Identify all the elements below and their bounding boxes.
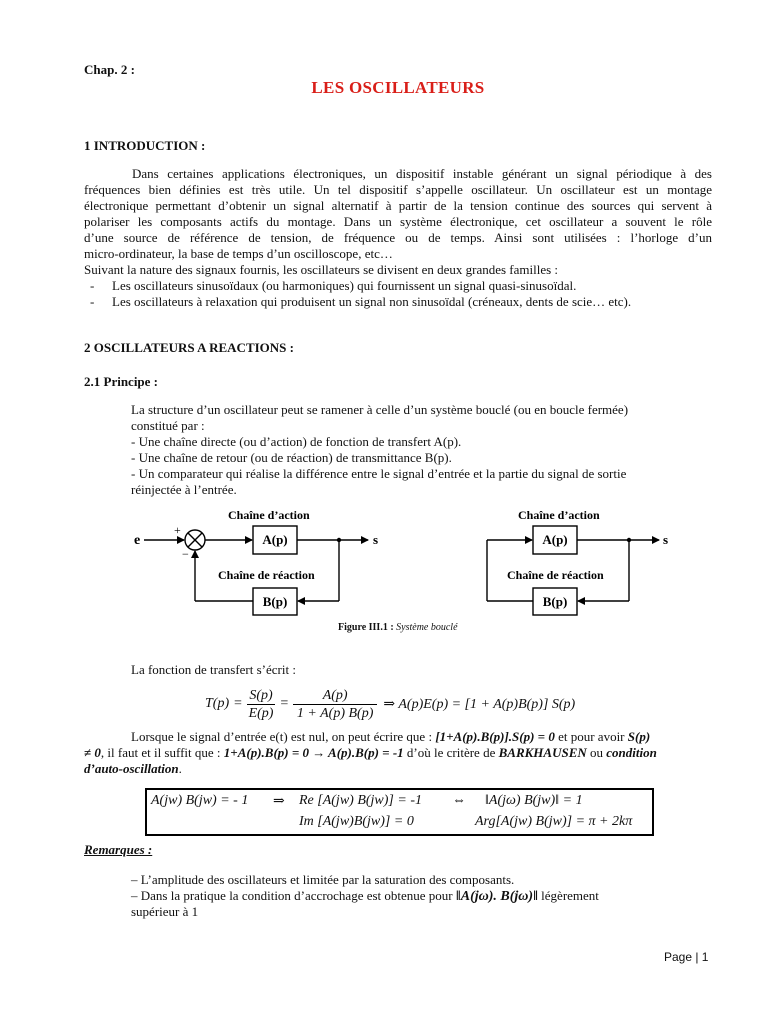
- remarks-heading: Remarques :: [84, 842, 153, 857]
- reaction-chain-label-right: Chaîne de réaction: [507, 568, 604, 582]
- box-r1c1: A(jw) B(jw) = - 1: [151, 793, 249, 808]
- remark-2a: – Dans la pratique la condition d’accrochage est obtenue pour: [131, 888, 456, 903]
- action-chain-label-right: Chaîne d’action: [518, 508, 600, 522]
- fraction-s-over-e: [247, 687, 276, 722]
- minus-sign: −: [182, 547, 189, 561]
- intro-line-3: électronique permettant d’obtenir un signal alternatif à partir de la tension continue des sources qui servent à: [84, 198, 712, 213]
- condition-label-b: d’auto-oscillation: [84, 761, 179, 776]
- block-b-right-label: B(p): [542, 594, 568, 609]
- condition-label-a: condition: [606, 745, 657, 760]
- barkhausen-box: [145, 788, 654, 836]
- input-label-e: e: [134, 533, 141, 548]
- section1-heading: 1 INTRODUCTION :: [84, 138, 206, 153]
- frac1-num: S(p): [249, 687, 273, 703]
- condition-line-2: [84, 745, 657, 761]
- principle-line-6: réinjectée à l’entrée.: [131, 482, 237, 497]
- plus-sign: +: [174, 523, 181, 537]
- condition-eq-2: 1+A(p).B(p) = 0 → A(p).B(p) = -1: [223, 745, 404, 760]
- figure-caption-text: Système bouclé: [396, 622, 458, 633]
- barkhausen-label: BARKHAUSEN: [498, 745, 587, 760]
- fraction-a-over-denominator: [293, 687, 377, 722]
- principle-line-4: - Une chaîne de retour (ou de réaction) de transmittance B(p).: [131, 450, 452, 465]
- condition-sp: S(p): [627, 729, 651, 744]
- box-r1c3: Re [A(jw) B(jw)] = -1: [299, 793, 422, 808]
- intro-line-5: d’une source de référence de tension, de fréquence ou de temps. Ainsi sont utilisées : l’horloge d’un: [84, 230, 712, 245]
- condition-text-1a: Lorsque le signal d’entrée e(t) est nul, on peut écrire que :: [131, 729, 436, 744]
- condition-neq: ≠ 0: [84, 745, 101, 760]
- figure-caption: [338, 622, 458, 634]
- bullet-dash-2: -: [90, 294, 95, 309]
- output-label-s-right: s: [663, 532, 669, 547]
- intro-line-2: fréquences bien définies est très utile. Un tel dispositif s’appelle oscillateur. Un oscillateur est un montage: [84, 182, 712, 197]
- closed-loop-diagram-left: [134, 508, 378, 615]
- section2-subheading: 2.1 Principe :: [84, 374, 159, 389]
- bullet-item-2: Les oscillateurs à relaxation qui produisent un signal non sinusoïdal (créneaux, dents de scie… etc).: [112, 294, 632, 309]
- closed-loop-diagram-right: [487, 508, 668, 615]
- figure-caption-prefix: Figure III.1 :: [338, 622, 397, 633]
- intro-line-1: Dans certaines applications électroniques, un dispositif instable générant un signal périodique à des: [132, 166, 712, 181]
- bullet-dash-1: -: [90, 278, 95, 293]
- page-number: Page | 1: [664, 950, 709, 964]
- remark-2c: légèrement: [537, 888, 599, 903]
- output-label-s: s: [373, 532, 379, 547]
- remark-1: – L’amplitude des oscillateurs et limitée par la saturation des composants.: [131, 872, 515, 887]
- principle-line-1: La structure d’un oscillateur peut se ramener à celle d’un système bouclé (ou en boucle fermée): [131, 402, 629, 417]
- intro-line-6: micro-ordinateur, la base de temps d’un oscilloscope, etc…: [84, 246, 393, 261]
- section2-heading: 2 OSCILLATEURS A REACTIONS :: [84, 340, 294, 355]
- box-r2c3: Im [A(jw)B(jw)] = 0: [299, 814, 414, 829]
- principle-line-5: - Un comparateur qui réalise la différence entre le signal d’entrée et la partie du signal de sortie: [131, 466, 627, 481]
- box-r2c5: Arg[A(jw) B(jw)] = π + 2kπ: [475, 814, 633, 829]
- remark-3: supérieur à 1: [131, 904, 199, 919]
- transfer-function-formula: T(p) = $\frac{S(p)}{E(p)}$ = $\frac{A(p)}{1 + A(p) B(p)}$ ⇒ A(p)E(p) = [1 + A(p)B(p)] S(p): [205, 687, 576, 721]
- intro-line-4: polariser les composants actifs du montage. Dans un système électronique, cet oscillateur a souvent le rôle: [84, 214, 712, 229]
- formula-implies: ⇒ A(p)E(p) = [1 + A(p)B(p)] S(p): [383, 696, 576, 712]
- frac2-num: A(p): [322, 687, 348, 703]
- box-r1c5: ‖A(jω) B(jw)‖ = 1: [485, 793, 583, 808]
- block-b-label: B(p): [262, 594, 288, 609]
- condition-text-2f: ou: [586, 745, 607, 760]
- remark-2: [131, 888, 599, 905]
- action-chain-label: Chaîne d’action: [228, 508, 310, 522]
- reaction-chain-label: Chaîne de réaction: [218, 568, 315, 582]
- transfer-intro: La fonction de transfert s’écrit :: [131, 662, 296, 677]
- condition-line-1: [131, 729, 650, 745]
- formula-t: T(p): [205, 696, 230, 711]
- intro-line-7: Suivant la nature des signaux fournis, les oscillateurs se divisent en deux grandes familles :: [84, 262, 559, 277]
- chapter-label: Chap. 2 :: [84, 62, 135, 77]
- page-title: LES OSCILLATEURS: [311, 78, 485, 97]
- condition-text-2d: d’où le critère de: [403, 745, 499, 760]
- condition-line-3: [84, 761, 182, 777]
- principle-line-2: constitué par :: [131, 418, 205, 433]
- bullet-item-1: Les oscillateurs sinusoïdaux (ou harmoniques) qui fournissent un signal quasi-sinusoïdal.: [112, 278, 577, 293]
- block-a-label: A(p): [262, 532, 288, 547]
- condition-eq-1: [1+A(p).B(p)].S(p) = 0: [435, 729, 555, 744]
- block-a-right-label: A(p): [542, 532, 568, 547]
- condition-period: .: [178, 761, 182, 776]
- block-diagram-figure: [120, 500, 680, 620]
- condition-text-2b: , il faut et il suffit que :: [100, 745, 224, 760]
- principle-line-3: - Une chaîne directe (ou d’action) de fonction de transfert A(p).: [131, 434, 462, 449]
- frac1-den: E(p): [248, 705, 274, 721]
- box-r1c4: ⇔: [452, 793, 466, 808]
- frac2-den: 1 + A(p) B(p): [293, 704, 377, 722]
- box-r1c2: ⇒: [273, 794, 285, 809]
- condition-text-1c: et pour avoir: [554, 729, 628, 744]
- remark-2-formula: ‖A(jω). B(jω)‖: [455, 889, 538, 904]
